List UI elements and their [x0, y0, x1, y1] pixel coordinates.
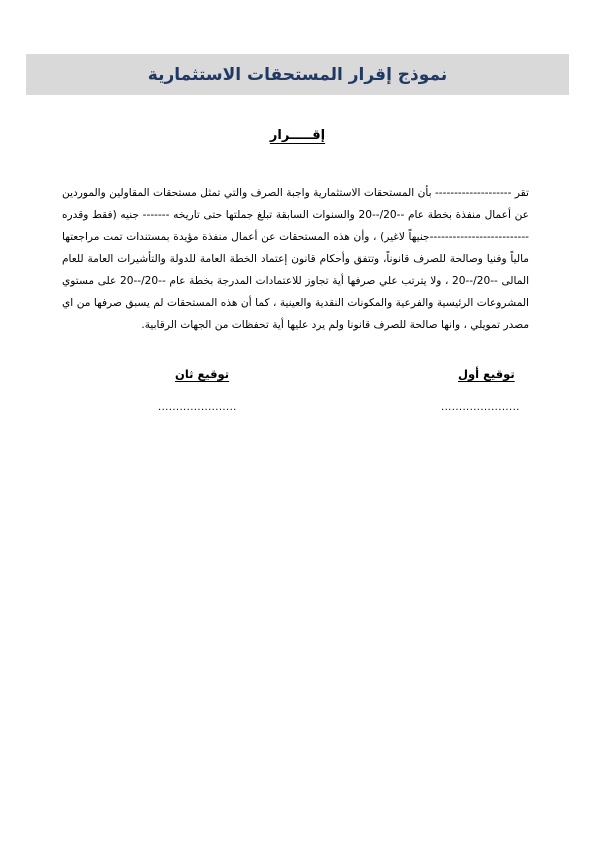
second-signature-label: توقيع ثان — [175, 367, 230, 381]
document-title: نموذج إقرار المستحقات الاستثمارية — [147, 64, 448, 85]
heading — [0, 124, 595, 143]
first-signature-line: ...................... — [441, 402, 520, 413]
declaration-body: تقر -------------------- بأن المستحقات الاستثمارية واجبة الصرف والتي تمثل مستحقات المقاولين والموردين عن أعمال منفذة بخطة عام --20/--20 والسنوات السابقة تبلغ جملتها حتى تاريخه ------- جنيه (فقط وقدره --------------------------جنيهاً لاغير) ، وأن هذه المستحقات عن أعمال منفذة مؤيدة بمستندات تمت مراجعتها مالياً وفنيا وصالحة للصرف قانوناً، وتتفق وأحكام قانون إعتماد الخطة العامة للدولة والتأشيرات العامة للعام المالى --20/--20 ، ولا يترتب علي صرفها أية تجاوز للاعتمادات المدرجة بخطة عام --20/--20 على مستوي المشروعات الرئيسية والفرعية والمكونات النقدية والعينية ، كما أن هذه المستحقات لم يسبق صرفها من اي مصدر تمويلي ، وانها صالحة للصرف قانونا ولم يرد عليها أية تحفظات من الجهات الرقابية. — [62, 187, 530, 331]
second-signature-line: ...................... — [158, 402, 237, 413]
heading-text: إقـــــرار — [269, 128, 326, 143]
first-signature-label: توقيع أول — [458, 367, 515, 381]
title-banner — [26, 54, 569, 95]
